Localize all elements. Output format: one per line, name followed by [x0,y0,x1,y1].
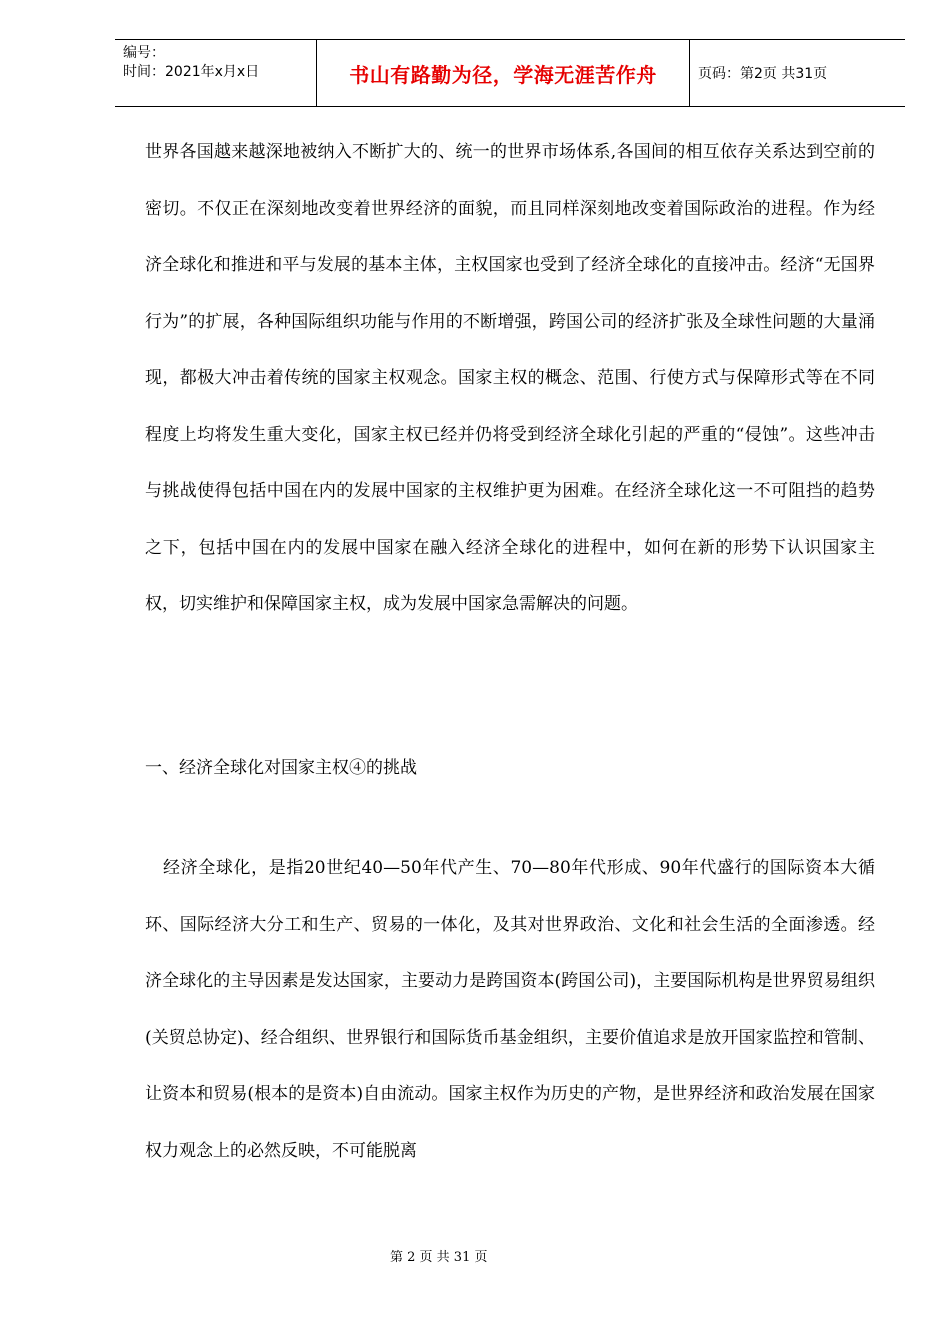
body-paragraph-1 [145,124,875,633]
body-paragraph-2: 经济全球化，是指20世纪40—50年代产生、70—80年代形成、90年代盛行的国际资本大循环、国际经济大分工和生产、贸易的一体化，及其对世界政治、文化和社会生活的全面渗透。经济全球化的主导因素是发达国家，主要动力是跨国资本(跨国公司)，主要国际机构是世界贸易组织(关贸总协定)、经合组织、世界银行和国际货币基金组织，主要价值追求是放开国家监控和管制、让资本和贸易(根本的是资本)自由流动。国家主权作为历史的产物，是世界经济和政治发展在国家权力观念上的必然反映，不可能脱离 [145,858,875,1161]
serial-label: 编号： [123,45,165,61]
time-label: 时间：2021年x月x日 [123,64,260,80]
page-header [115,39,905,107]
header-motto: 书山有路勤为径，学海无涯苦作舟 [317,40,690,106]
header-meta [115,40,317,106]
section-heading: 一、经济全球化对国家主权④的挑战 [145,758,417,778]
paragraph-1-text: 世界各国越来越深地被纳入不断扩大的、统一的世界市场体系,各国间的相互依存关系达到空前的密切。不仅正在深刻地改变着世界经济的面貌，而且同样深刻地改变着国际政治的进程。作为经济全球化和推进和平与发展的基本主体，主权国家也受到了经济全球化的直接冲击。经济“无国界行为”的扩展，各种国际组织功能与作用的不断增强，跨国公司的经济扩张及全球性问题的大量涌现，都极大冲击着传统的国家主权观念。国家主权的概念、范围、行使方式与保障形式等在不同程度上均将发生重大变化，国家主权已经并仍将受到经济全球化引起的严重的“侵蚀”。这些冲击与挑战使得包括中国在内的发展中国家的主权维护更为困难。在经济全球化这一不可阻挡的趋势之下，包括中国在内的发展中国家在融入经济全球化的进程中，如何在新的形势下认识国家主权，切实维护和保障国家主权，成为发展中国家急需解决的问题。 [145,142,875,614]
header-page-info: 页码：第2页 共31页 [698,66,828,82]
page-footer: 第 2 页 共 31 页 [390,1250,488,1265]
